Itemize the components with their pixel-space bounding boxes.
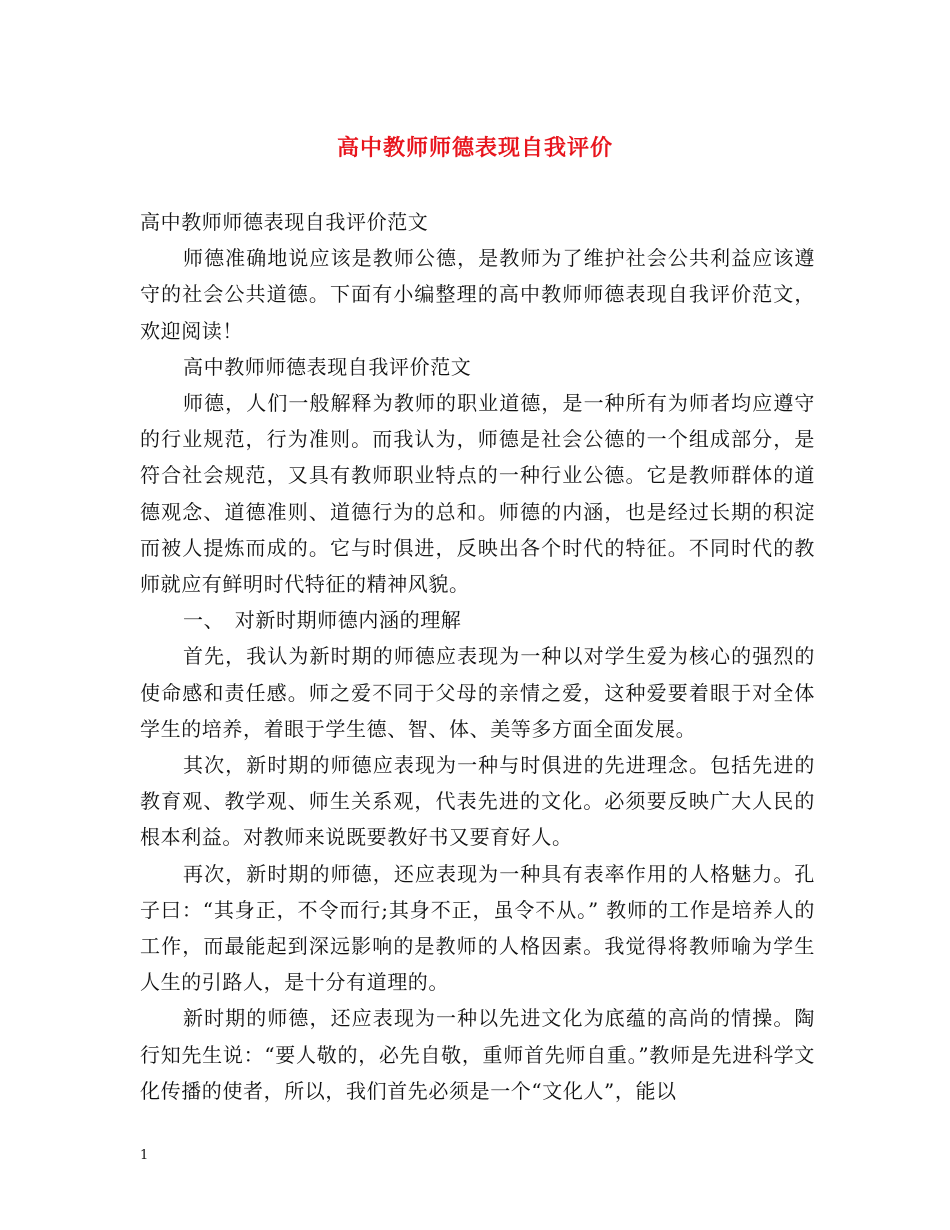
paragraph-intro: 师德准确地说应该是教师公德，是教师为了维护社会公共利益应该遵守的社会公共道德。下面有小编整理的高中教师师德表现自我评价范文，欢迎阅读！ — [140, 246, 815, 343]
paragraph-fourth: 新时期的师德，还应表现为一种以先进文化为底蕴的高尚的情操。陶行知先生说：“要人敬的，必先自敬，重师首先师自重。”教师是先进科学文化传播的使者，所以，我们首先必须是一个“文化人”，能以 — [140, 1006, 815, 1103]
paragraph-definition: 师德，人们一般解释为教师的职业道德，是一种所有为师者均应遵守的行业规范，行为准则。而我认为，师德是社会公德的一个组成部分，是符合社会规范，又具有教师职业特点的一种行业公德。它是教师群体的道德观念、道德准则、道德行为的总和。师德的内涵，也是经过长期的积淀而被人提炼而成的。它与时俱进，反映出各个时代的特征。不同时代的教师就应有鲜明时代特征的精神风貌。 — [140, 391, 815, 597]
document-body — [140, 204, 815, 1109]
paragraph-heading-one: 一、 对新时期师德内涵的理解 — [183, 608, 462, 633]
document-title: 高中教师师德表现自我评价 — [336, 135, 613, 161]
paragraph-section-heading: 高中教师师德表现自我评价范文 — [183, 354, 472, 379]
paragraph-third: 再次，新时期的师德，还应表现为一种具有表率作用的人格魅力。孔子曰：“其身正，不令而行;其身不正，虽令不从。” 教师的工作是培养人的工作，而最能起到深远影响的是教师的人格因素。我觉得将教师喻为学生人生的引路人，是十分有道理的。 — [140, 861, 815, 995]
page-number: 1 — [140, 1148, 149, 1163]
paragraph-first: 首先，我认为新时期的师德应表现为一种以对学生爱为核心的强烈的使命感和责任感。师之爱不同于父母的亲情之爱，这种爱要着眼于对全体学生的培养，着眼于学生德、智、体、美等多方面全面发展。 — [140, 644, 815, 741]
paragraph-subtitle: 高中教师师德表现自我评价范文 — [140, 210, 429, 234]
paragraph-second: 其次，新时期的师德应表现为一种与时俱进的先进理念。包括先进的教育观、教学观、师生关系观，代表先进的文化。必须要反映广大人民的根本利益。对教师来说既要教好书又要育好人。 — [140, 753, 815, 850]
